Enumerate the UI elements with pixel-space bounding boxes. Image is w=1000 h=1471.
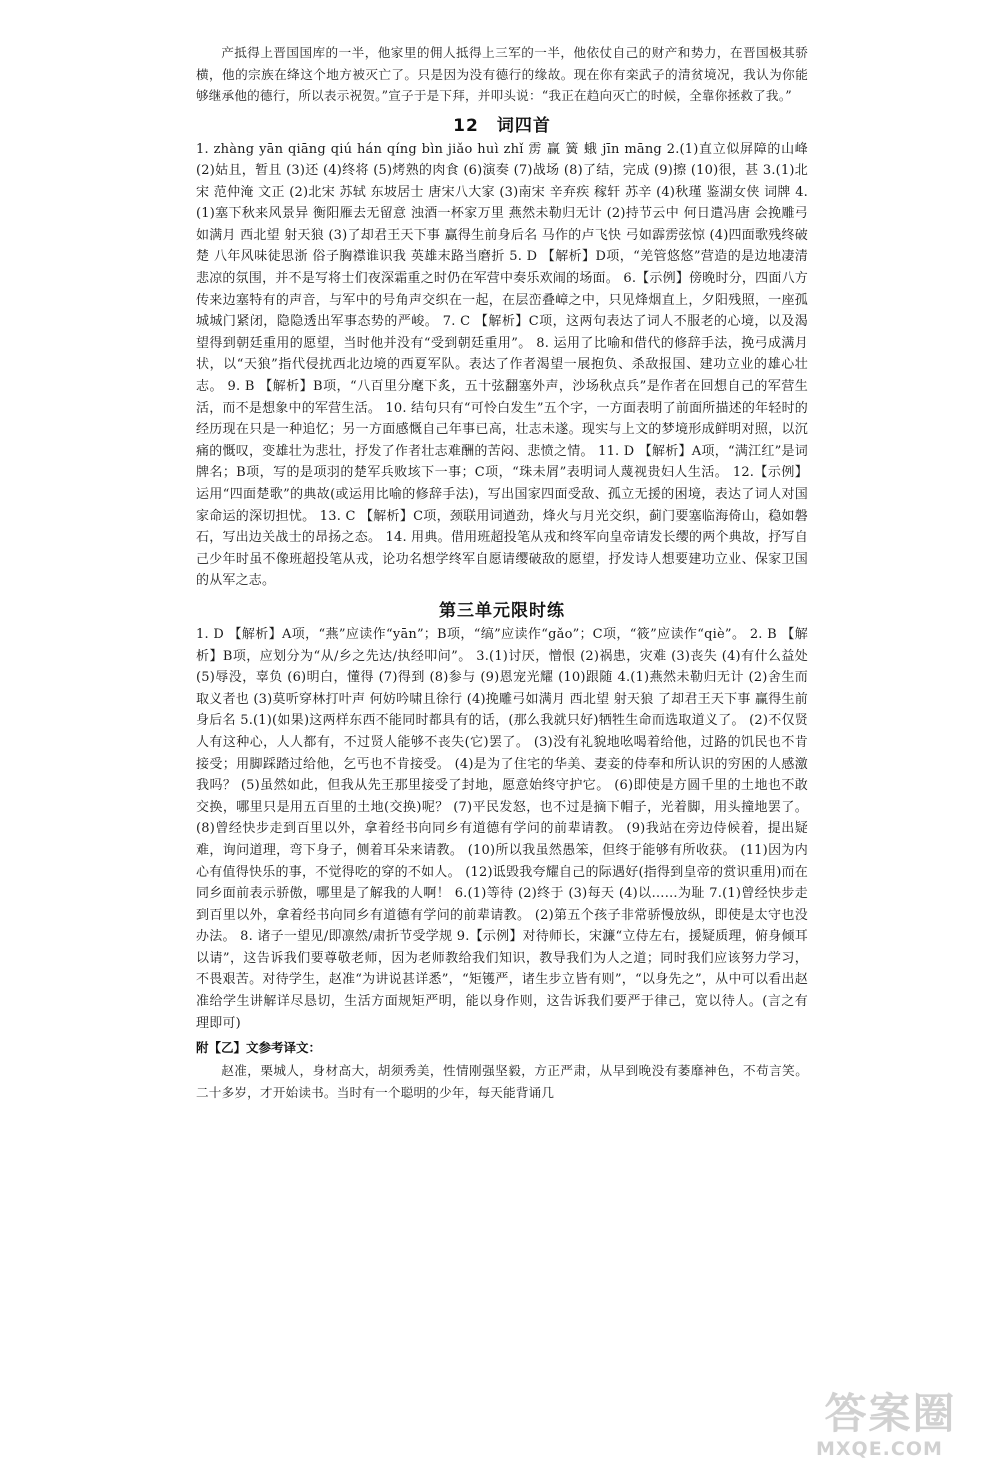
top-translation: 产抵得上晋国国库的一半，他家里的佣人抵得上三军的一半，他依仗自己的财产和势力，在晋国极其骄横，他的宗族在绛这个地方被灭亡了。只是因为没有德行的缘故。现在你有栾武子的清贫境况，我认为你能够继承他的德行，所以表示祝贺。”宣子于是下拜，并叩头说：“我正在趋向灭亡的时候，全靠你拯救了我。”	[196, 45, 808, 103]
answer-page	[196, 42, 808, 1103]
appendix-translation: 赵准，栗城人，身材高大，胡须秀美，性情刚强坚毅，方正严肃，从早到晚没有萎靡神色，不苟言笑。二十多岁，才开始读书。当时有一个聪明的少年，每天能背诵几	[196, 1063, 808, 1100]
watermark-cn-text: 答案圈	[824, 1389, 957, 1438]
watermark-url-text: MXQE.COM	[816, 1438, 943, 1460]
appendix-heading: 附【乙】文参考译文：	[196, 1040, 322, 1056]
section-answers-ci-si-shou: 1. zhàng yān qiāng qiú hán qíng bìn jiǎo huì zhǐ 雳 赢 簧 蛾 jīn māng 2.(1)直立似屏障的山峰 (2)姑且，暂且 (3)还 (4)终将 (5)烤熟的肉食 (6)演奏 (7)战场 (8)了结，完成 (9)擦 (10)很，甚 3.(1)北宋 范仲淹 文正 (2)北宋 苏轼 东坡居士 唐宋八大家 (3)南宋 辛弃疾 稼轩 苏辛 (4)秋瑾 鉴湖女侠 词牌 4.(1)塞下秋来风景异 衡阳雁去无留意 浊酒一杯家万里 燕然未勒归无计 (2)持节云中 何日遣冯唐 会挽雕弓如满月 西北望 射天狼 (3)了却君王天下事 赢得生前身后名 马作的卢飞快 弓如霹雳弦惊 (4)四面歌残终破楚 八年风味徒思浙 俗子胸襟谁识我 英雄末路当磨折 5. D 【解析】D项，“羌管悠悠”营造的是边地凄清悲凉的氛围，并不是写将士们夜深霜重之时仍在军营中奏乐欢闹的场面。 6.【示例】傍晚时分，四面八方传来边塞特有的声音，与军中的号角声交织在一起，在层峦叠嶂之中，只见烽烟直上，夕阳残照，一座孤城城门紧闭，隐隐透出军事态势的严峻。 7. C 【解析】C项，这两句表达了词人不服老的心境，以及渴望得到朝廷重用的愿望，当时他并没有“受到朝廷重用”。 8. 运用了比喻和借代的修辞手法，挽弓成满月状，以“天狼”指代侵扰西北边境的西夏军队。表达了作者渴望一展抱负、杀敌报国、建功立业的雄心壮志。 9. B 【解析】B项，“八百里分麾下炙，五十弦翻塞外声，沙场秋点兵”是作者在回想自己的军营生活，而不是想象中的军营生活。 10. 结句只有“可怜白发生”五个字，一方面表明了前面所描述的年轻时的经历现在只是一种追忆；另一方面感慨自己年事已高，壮志未遂。现实与上文的梦境形成鲜明对照，以沉痛的慨叹，变雄壮为悲壮，抒发了作者壮志难酬的苦闷、悲愤之情。 11. D 【解析】A项，“满江红”是词牌名；B项，写的是项羽的楚军兵败垓下一事；C项，“珠未屑”表明词人蔑视贵妇人生活。 12.【示例】运用“四面楚歌”的典故(或运用比喻的修辞手法)，写出国家四面受敌、孤立无援的困境，表达了词人对国家命运的深切担忧。 13. C 【解析】C项，颈联用词遒劲，烽火与月光交织，蓟门要塞临海倚山，稳如磐石，写出边关战士的昂扬之态。 14. 用典。借用班超投笔从戎和终军向皇帝请发长缨的两个典故，抒写自己少年时虽不像班超投笔从戎，论功名想学终军自愿请缨破敌的愿望，抒发诗人想要建功立业、保家卫国的从军之志。	[196, 141, 808, 589]
site-watermark-logo	[798, 1389, 983, 1462]
section-answers-unit3: 1. D 【解析】A项，“燕”应读作“yān”；B项，“缟”应读作“gǎo”；C项，“筱”应读作“qiè”。 2. B 【解析】B项，应划分为“从/乡之先达/执经叩问”。 3.(1)讨厌，憎恨 (2)祸患，灾难 (3)丧失 (4)有什么益处 (5)辱没，辜负 (6)明白，懂得 (7)得到 (8)参与 (9)恩宠光耀 (10)跟随 4.(1)燕然未勒归无计 (2)舍生而取义者也 (3)莫听穿林打叶声 何妨吟啸且徐行 (4)挽雕弓如满月 西北望 射天狼 了却君王天下事 赢得生前身后名 5.(1)(如果)这两样东西不能同时都具有的话，(那么我就只好)牺牲生命而选取道义了。 (2)不仅贤人有这种心，人人都有，不过贤人能够不丧失(它)罢了。 (3)没有礼貌地吆喝着给他，过路的饥民也不肯接受；用脚踩踏过给他，乞丐也不肯接受。 (4)是为了住宅的华美、妻妾的侍奉和所认识的穷困的人感激我吗？ (5)虽然如此，但我从先王那里接受了封地，愿意始终守护它。 (6)即使是方圆千里的土地也不敢交换，哪里只是用五百里的土地(交换)呢？ (7)平民发怒，也不过是摘下帽子，光着脚，用头撞地罢了。 (8)曾经快步走到百里以外，拿着经书向同乡有道德有学问的前辈请教。 (9)我站在旁边侍候着，提出疑难，询问道理，弯下身子，侧着耳朵来请教。 (10)所以我虽然愚笨，但终于能够有所收获。 (11)因为内心有值得快乐的事，不觉得吃的穿的不如人。 (12)诋毁我夸耀自己的际遇好(指得到皇帝的赏识重用)而在同乡面前表示骄傲，哪里是了解我的人啊！ 6.(1)等待 (2)终于 (3)每天 (4)以……为耻 7.(1)曾经快步走到百里以外，拿着经书向同乡有道德有学问的前辈请教。 (2)第五个孩子非常骄慢放纵，即使是太守也没办法。 8. 诸子一望见/即凛然/肃折节受学规 9.【示例】对待师长，宋濂“立侍左右，援疑质理，俯身倾耳以请”，这告诉我们要尊敬老师，因为老师教给我们知识，教导我们为人之道；同时我们应该努力学习，不畏艰苦。对待学生，赵准“为讲说甚详悉”，“矩镬严，诸生步立皆有则”，“以身先之”，从中可以看出赵准给学生讲解详尽恳切，生活方面规矩严明，能以身作则，这告诉我们要严于律己，宽以待人。(言之有理即可)	[196, 626, 808, 1031]
section-title-ci-si-shou: 12 词四首	[453, 115, 551, 136]
section-title-unit3-timed-practice: 第三单元限时练	[439, 600, 565, 621]
